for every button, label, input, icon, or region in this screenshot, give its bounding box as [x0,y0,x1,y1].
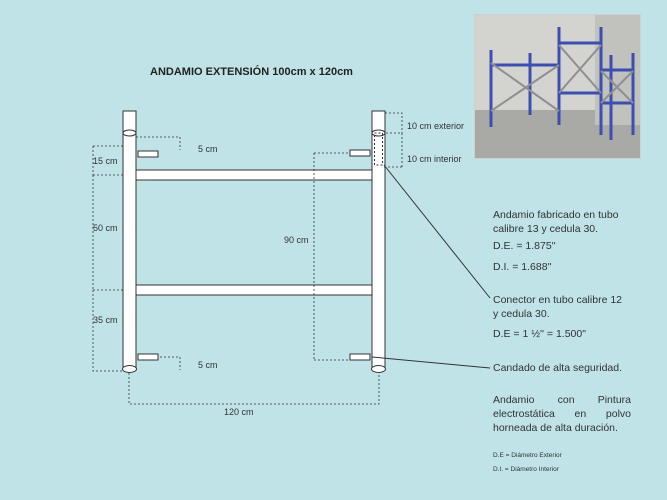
dim-120 [129,373,379,404]
label-top-pin: 5 cm [198,144,218,154]
label-bottom-rung: 35 cm [93,315,118,325]
label-interior: 10 cm interior [407,154,462,164]
dim-35 [93,290,122,371]
pin-top-left [138,151,158,157]
note-connector-line1: Conector en tubo calibre 12 [493,294,622,306]
legend-de: D.E = Diámetro Exterior [493,452,562,459]
diagram-title: ANDAMIO EXTENSIÓN 100cm x 120cm [150,66,353,78]
note-connector-de: D.E = 1 ½'' = 1.500" [493,328,586,340]
note-de: D.E. = 1.875'' [493,240,556,252]
lower-rung [136,285,372,295]
dim-exterior [384,113,402,167]
note-paint: Andamio con Pintura electrostática en polvo horneada de alta duración. [493,394,631,434]
dim-bottom-pin [160,357,180,370]
label-right-height: 90 cm [284,235,309,245]
note-di: D.I. = 1.688'' [493,261,552,273]
dim-top-pin [136,137,180,150]
label-bottom-pin: 5 cm [198,360,218,370]
left-post [123,111,136,369]
left-post-bottom [123,366,137,373]
right-post-bottom [372,366,386,373]
note-connector-line2: y cedula 30. [493,308,550,320]
note-fabric [493,208,619,236]
note-fabric-line2: calibre 13 y cedula 30. [493,223,599,235]
pin-top-right [350,150,370,156]
leader-lock [372,357,490,368]
pin-bottom-left [138,354,158,360]
leader-connector [384,165,490,298]
label-rung-gap: 50 cm [93,223,118,233]
dim-90 [314,153,348,360]
scaffold-photo [474,14,641,159]
pin-bottom-right [350,354,370,360]
legend-di: D.I. = Diámetro Interior [493,466,559,473]
left-post-top [123,130,136,136]
right-post [372,111,385,369]
note-fabric-line1: Andamio fabricado en tubo [493,209,619,221]
label-width: 120 cm [224,407,254,417]
note-lock: Candado de alta seguridad. [493,362,623,374]
note-connector [493,293,622,321]
label-exterior: 10 cm exterior [407,121,465,131]
label-first-rung: 15 cm [93,156,118,166]
upper-rung [136,170,372,180]
